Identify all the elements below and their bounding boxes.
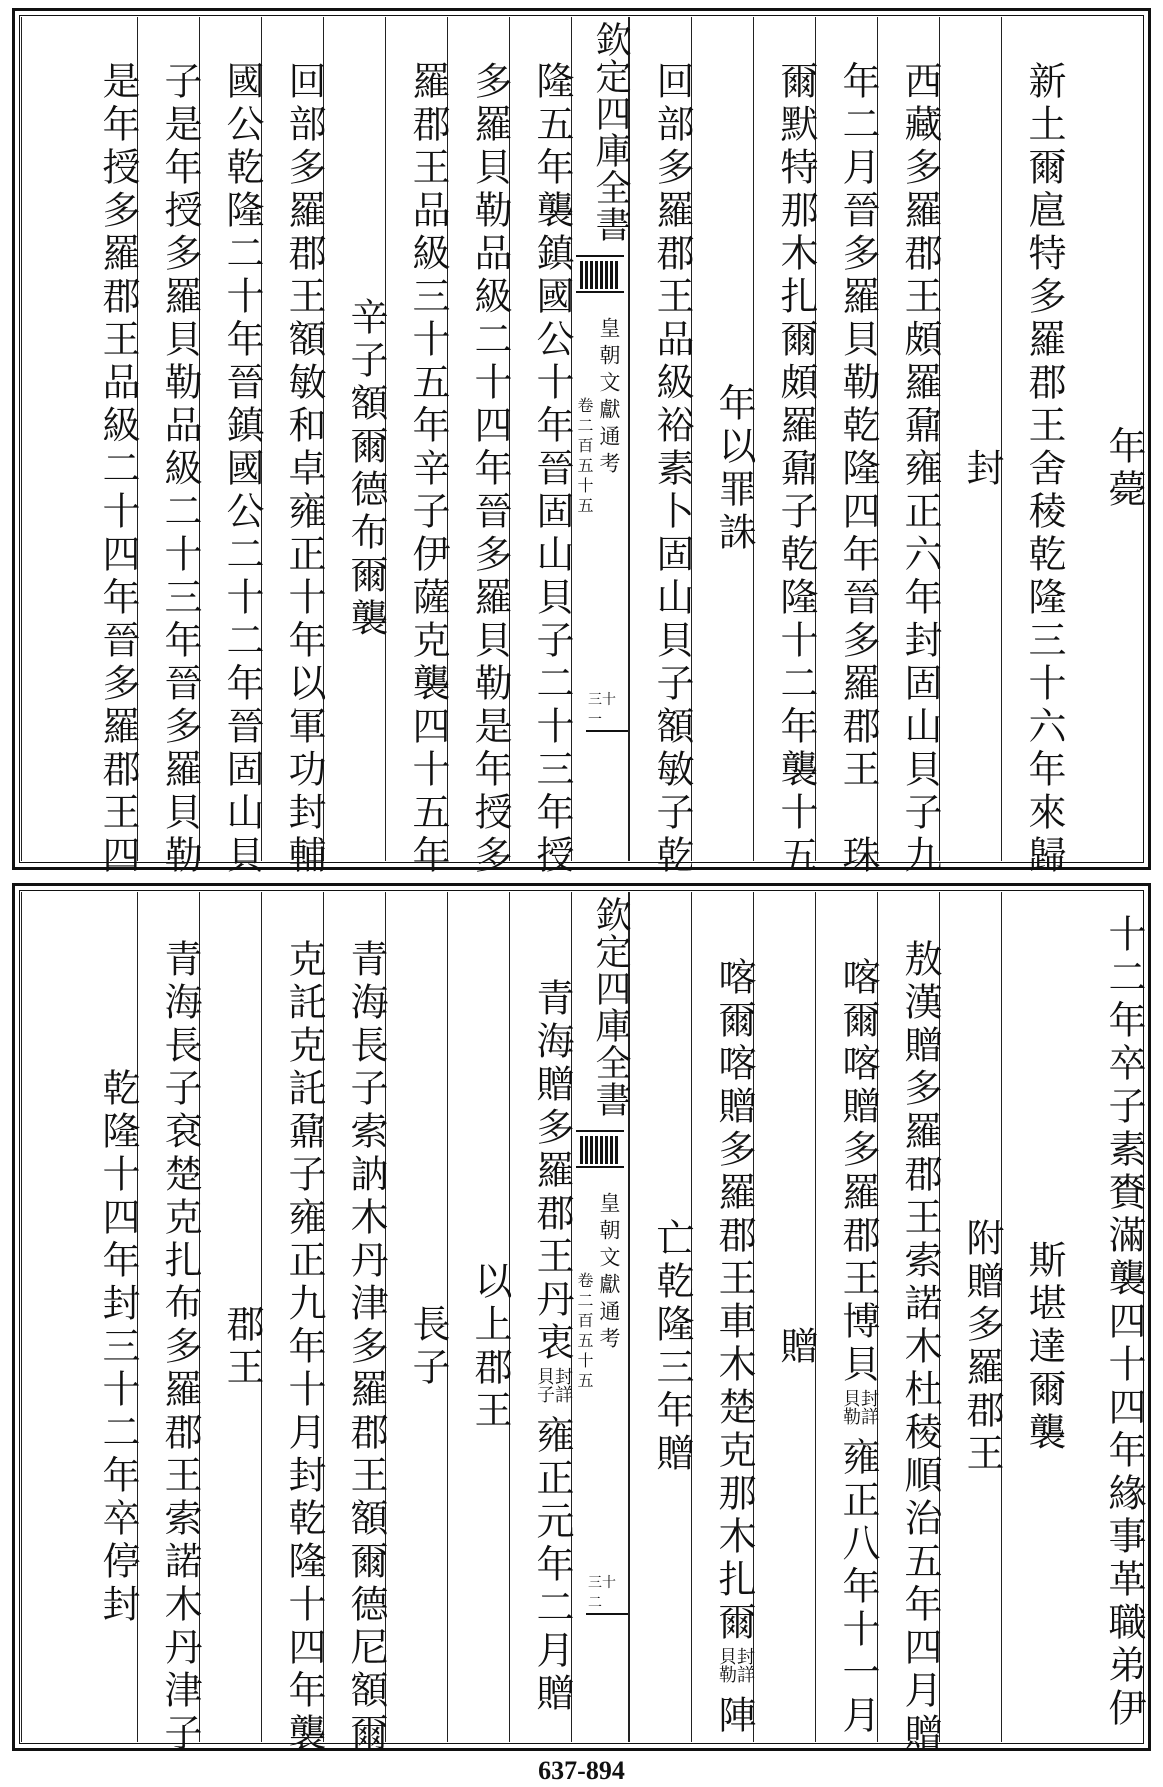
column-text xyxy=(816,952,880,1742)
column-text: 青海長子索訥木丹津多羅郡王額爾德尼額爾 xyxy=(344,938,388,1756)
text-column-7 xyxy=(691,892,756,1742)
running-title: 欽定四庫全書 xyxy=(590,21,631,243)
column-text: 隆五年襲鎮國公十年晉固山貝子二十三年授 xyxy=(530,60,574,878)
center-fold-column xyxy=(571,892,629,1742)
text-column-8 xyxy=(629,892,694,1742)
column-text: 國公乾隆二十年晉鎮國公二十二年晉固山貝 xyxy=(220,60,264,878)
interlinear-note xyxy=(533,1365,571,1415)
note-left: 貝勒 xyxy=(840,1388,861,1425)
text-column-8 xyxy=(629,17,694,878)
bottom-page-frame xyxy=(12,883,1151,1756)
column-text: 是年授多羅郡王品級二十四年晉多羅郡王四 xyxy=(96,60,140,878)
leaf-number: 三十二 xyxy=(586,1572,628,1615)
text-column-16 xyxy=(21,17,140,878)
text-segment: 喀爾喀贈多羅郡王車木楚克那木扎爾 xyxy=(712,956,756,1645)
note-left: 貝子 xyxy=(534,1367,555,1403)
text-segment: 喀爾喀贈多羅郡王博貝 xyxy=(836,956,880,1387)
text-column-14 xyxy=(199,17,264,878)
column-text: 以上郡王 xyxy=(468,1261,512,1433)
text-column-10 xyxy=(447,892,512,1742)
text-column-6 xyxy=(753,892,818,1742)
center-fold-column xyxy=(571,17,629,861)
page-number: 637-894 xyxy=(538,1756,625,1785)
text-column-12 xyxy=(323,17,388,861)
text-column-13 xyxy=(261,892,326,1756)
text-column-7 xyxy=(691,17,756,861)
text-segment: 陣 xyxy=(712,1694,756,1738)
column-text: 回部多羅郡王額敏和卓雍正十年以軍功封輔 xyxy=(282,60,326,878)
text-segment: 雍正八年十一月 xyxy=(836,1436,880,1738)
column-text: 長子 xyxy=(406,1304,450,1390)
fishtail-mark xyxy=(576,1130,624,1168)
volume-number: 卷二百五十五 xyxy=(575,397,594,517)
text-column-3 xyxy=(939,892,1004,1742)
note-left: 貝勒 xyxy=(716,1646,737,1683)
column-text: 斯堪達爾襲 xyxy=(1022,1239,1066,1455)
running-title: 欽定四庫全書 xyxy=(590,896,631,1118)
column-text xyxy=(692,952,756,1742)
leaf-number: 三十一 xyxy=(586,689,628,732)
text-column-14 xyxy=(199,892,264,1742)
text-column-15 xyxy=(137,17,202,878)
column-text: 亡乾隆三年贈 xyxy=(650,1218,694,1476)
text-column-11 xyxy=(385,892,450,1742)
text-column-5 xyxy=(815,17,880,878)
column-text: 羅郡王品級三十五年辛子伊薩克襲四十五年 xyxy=(406,60,450,878)
column-text: 封 xyxy=(960,447,1004,491)
text-column-2 xyxy=(1001,17,1066,878)
interlinear-note xyxy=(839,1387,877,1437)
text-column-9 xyxy=(509,17,574,878)
text-column-4 xyxy=(877,17,942,878)
column-text: 年薨 xyxy=(1102,426,1146,512)
text-column-9 xyxy=(509,892,574,1742)
column-text: 附贈多羅郡王 xyxy=(960,1218,1004,1476)
note-right: 封詳 xyxy=(552,1367,573,1403)
work-title: 皇朝文獻通考 xyxy=(597,317,621,479)
column-text: 十二年卒子素賚滿襲四十四年緣事革職弟伊 xyxy=(1102,913,1146,1731)
note-right: 封詳 xyxy=(858,1388,879,1425)
text-segment: 青海贈多羅郡王丹衷 xyxy=(530,978,574,1365)
column-text: 西藏多羅郡王頗羅鼐雍正六年封固山貝子九 xyxy=(898,60,942,878)
interlinear-note xyxy=(715,1645,753,1695)
column-text: 年二月晉多羅貝勒乾隆四年晉多羅郡王 珠 xyxy=(836,60,880,878)
text-column-5 xyxy=(815,892,880,1742)
text-column-10 xyxy=(447,17,512,878)
text-column-12 xyxy=(323,892,388,1756)
work-title: 皇朝文獻通考 xyxy=(597,1192,621,1354)
column-text: 乾隆十四年封三十二年卒停封 xyxy=(96,1067,140,1627)
top-page-frame xyxy=(12,8,1151,878)
column-text: 多羅貝勒品級二十四年晉多羅貝勒是年授多 xyxy=(468,60,512,878)
text-column-4 xyxy=(877,892,942,1756)
column-text: 爾默特那木扎爾頗羅鼐子乾隆十二年襲十五 xyxy=(774,60,818,878)
column-text: 子是年授多羅貝勒品級二十三年晉多羅貝勒 xyxy=(158,60,202,878)
note-right: 封詳 xyxy=(734,1646,755,1683)
text-column-11 xyxy=(385,17,450,878)
column-text: 辛子額爾德布爾襲 xyxy=(344,297,388,641)
text-column-3 xyxy=(939,17,1004,861)
fishtail-mark xyxy=(576,255,624,293)
text-column-13 xyxy=(261,17,326,878)
column-text: 青海長子袞楚克扎布多羅郡王索諾木丹津子 xyxy=(158,938,202,1756)
column-text: 新土爾扈特多羅郡王舍稜乾隆三十六年來歸 xyxy=(1022,60,1066,878)
text-column-2 xyxy=(1001,892,1066,1742)
column-text: 郡王 xyxy=(220,1304,264,1390)
column-text: 克託克託鼐子雍正九年十月封乾隆十四年襲 xyxy=(282,938,326,1756)
column-text xyxy=(510,952,574,1742)
text-column-1 xyxy=(1063,892,1146,1742)
text-column-15 xyxy=(137,892,202,1756)
column-text: 年以罪誅 xyxy=(712,383,756,555)
volume-number: 卷二百五十五 xyxy=(575,1272,594,1392)
text-column-1 xyxy=(1063,17,1146,861)
text-column-16 xyxy=(21,892,140,1742)
column-text: 回部多羅郡王品級裕素卜固山貝子額敏子乾 xyxy=(650,60,694,878)
column-text: 敖漢贈多羅郡王索諾木杜稜順治五年四月贈 xyxy=(898,938,942,1756)
text-segment: 雍正元年二月贈 xyxy=(530,1415,574,1716)
text-column-6 xyxy=(753,17,818,878)
column-text: 贈 xyxy=(774,1325,818,1369)
